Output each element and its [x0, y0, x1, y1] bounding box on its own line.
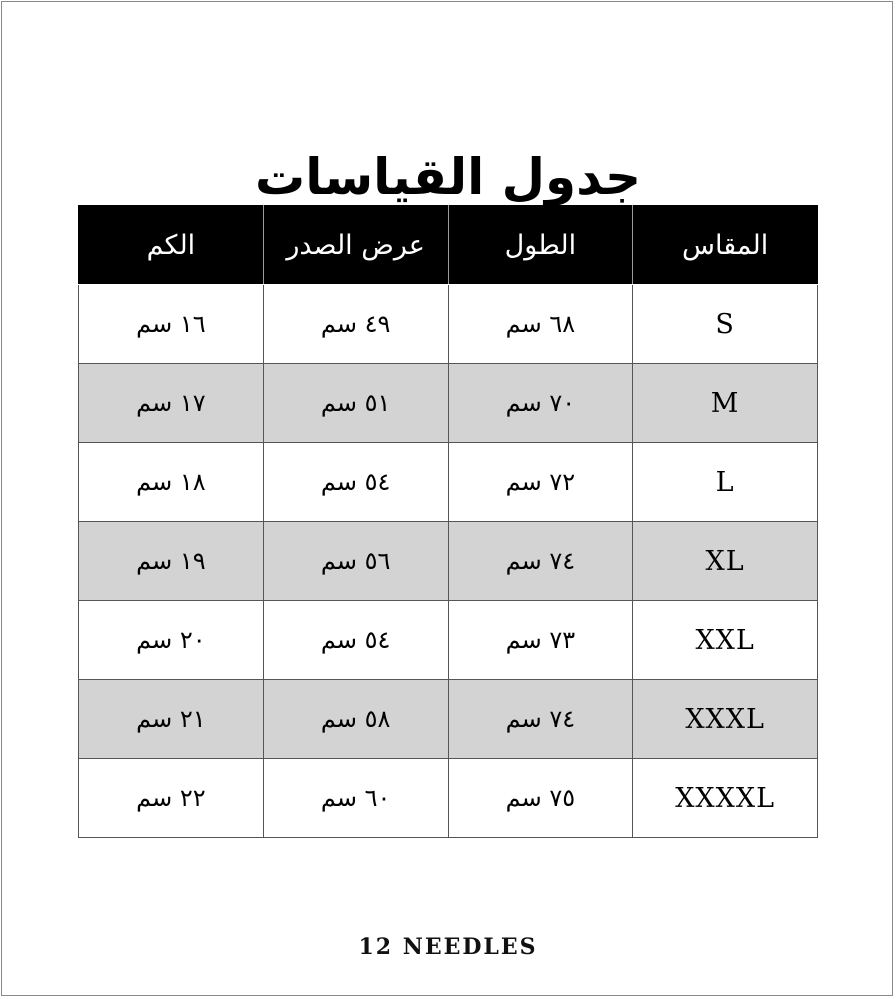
cell-size: XXL	[633, 601, 818, 680]
cell-length: ٧٤ سم	[448, 522, 633, 601]
cell-size: S	[633, 285, 818, 364]
table-row	[79, 522, 818, 601]
cell-chest-width: ٥٤ سم	[263, 443, 448, 522]
header-sleeve: الكم	[79, 206, 264, 285]
cell-sleeve: ١٧ سم	[79, 364, 264, 443]
header-size: المقاس	[633, 206, 818, 285]
cell-chest-width: ٥١ سم	[263, 364, 448, 443]
table-row	[79, 759, 818, 838]
cell-length: ٧٠ سم	[448, 364, 633, 443]
cell-length: ٧٥ سم	[448, 759, 633, 838]
cell-size: M	[633, 364, 818, 443]
cell-sleeve: ١٨ سم	[79, 443, 264, 522]
cell-chest-width: ٥٨ سم	[263, 680, 448, 759]
page-title: جدول القياسات	[254, 147, 642, 206]
cell-sleeve: ٢٠ سم	[79, 601, 264, 680]
cell-chest-width: ٤٩ سم	[263, 285, 448, 364]
table-row	[79, 601, 818, 680]
cell-length: ٧٢ سم	[448, 443, 633, 522]
brand-logo-text: 12 NEEDLES	[358, 934, 538, 960]
cell-length: ٦٨ سم	[448, 285, 633, 364]
cell-length: ٧٤ سم	[448, 680, 633, 759]
header-length: الطول	[448, 206, 633, 285]
table-row	[79, 680, 818, 759]
table-row	[79, 364, 818, 443]
table-row	[79, 443, 818, 522]
table-row	[79, 285, 818, 364]
cell-size: XL	[633, 522, 818, 601]
table-header-row	[79, 206, 818, 285]
cell-size: L	[633, 443, 818, 522]
cell-length: ٧٣ سم	[448, 601, 633, 680]
size-chart-table	[78, 205, 818, 838]
cell-sleeve: ١٩ سم	[79, 522, 264, 601]
cell-chest-width: ٥٦ سم	[263, 522, 448, 601]
cell-sleeve: ٢١ سم	[79, 680, 264, 759]
header-chest-width: عرض الصدر	[263, 206, 448, 285]
cell-chest-width: ٦٠ سم	[263, 759, 448, 838]
cell-sleeve: ٢٢ سم	[79, 759, 264, 838]
cell-size: XXXXL	[633, 759, 818, 838]
cell-chest-width: ٥٤ سم	[263, 601, 448, 680]
cell-size: XXXL	[633, 680, 818, 759]
cell-sleeve: ١٦ سم	[79, 285, 264, 364]
